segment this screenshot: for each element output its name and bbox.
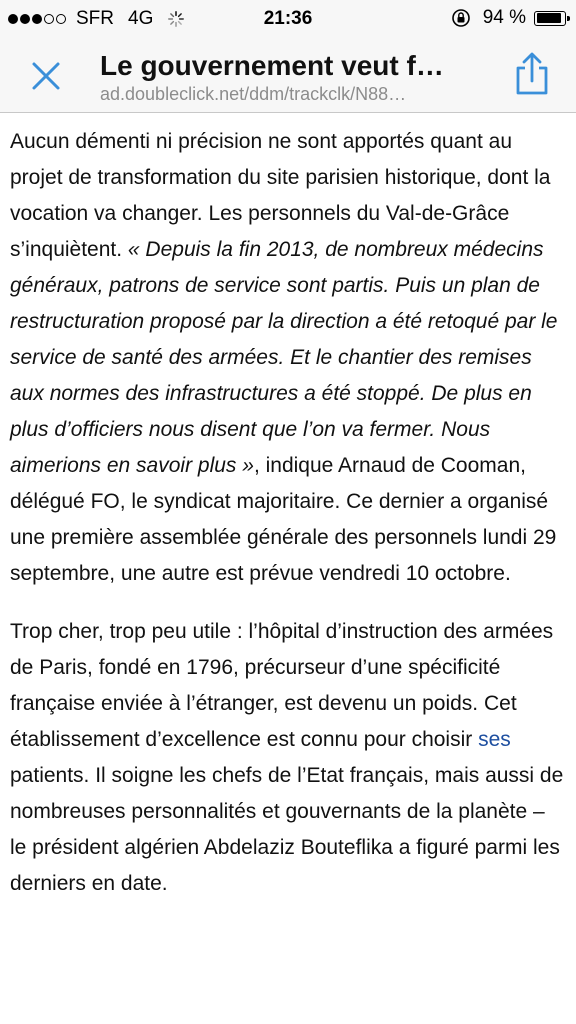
battery-level [537,13,561,23]
quote-text: « Depuis la fin 2013, de nombreux médecins généraux, patrons de service sont partis. Puis un plan de restructuration proposé par la direction a été retoqué par le service de santé des armées. Et le chantier des remises aux normes des infrastructures a été stoppé. De plus en plus d’officiers nous disent que l’on va fermer. Nous aimerions en savoir plus » [10,238,558,477]
share-icon[interactable] [512,51,552,97]
clock: 21:36 [263,8,313,29]
status-bar [0,0,576,38]
article-paragraph [10,614,566,902]
paragraph-text: Trop cher, trop peu utile : l’hôpital d’instruction des armées de Paris, fondé en 1796, précurseur d’une spécificité française enviée à l’étranger, est devenu un poids. Cet établissement d’excellence est connu pour choisir [10,620,554,751]
carrier-name: SFR [76,8,114,29]
battery-percentage: 94 % [482,7,526,28]
page-url[interactable]: ad.doubleclick.net/ddm/trackclk/N88… [100,84,407,104]
paragraph-text: patients. Il soigne les chefs de l’Etat français, mais aussi de nombreuses personnalités et gouvernants de la planète – le président algérien Abdelaziz Bouteflika a figuré parmi les derniers en date. [10,764,564,895]
paragraph-text: , indique Arnaud de Cooman, délégué FO, le syndicat majoritaire. Ce dernier a organisé une première assemblée générale des personnels lundi 29 septembre, une autre est prévue vendredi 10 octobre. [10,454,557,585]
inline-link[interactable]: ses [478,728,511,751]
battery-icon [534,11,566,26]
status-right [451,7,566,29]
article-paragraph [10,124,566,592]
paragraph-text: Aucun démenti ni précision ne sont apportés quant au projet de transformation du site parisien historique, dont la vocation va changer. Les personnels du Val-de-Grâce s’inquiètent. [10,130,551,261]
browser-nav-bar [0,38,576,113]
network-type: 4G [128,8,154,29]
close-icon[interactable] [28,58,64,94]
article-body [10,124,566,902]
rotation-lock-icon [451,8,471,28]
battery-nub [567,16,570,21]
page-title: Le gouvernement veut f… [100,50,444,81]
